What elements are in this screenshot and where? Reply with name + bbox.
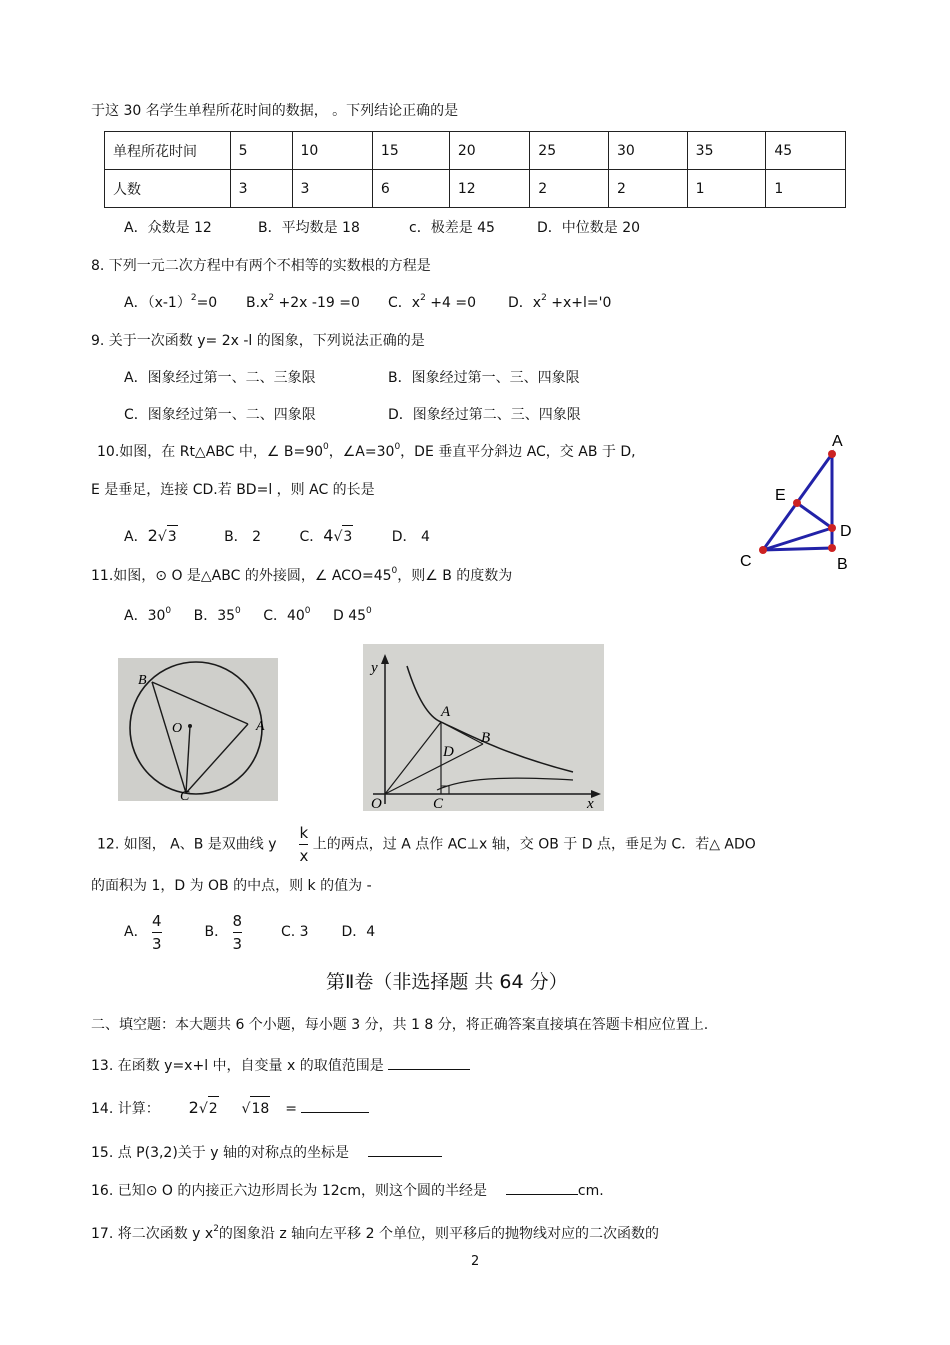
label-x: x [587, 796, 594, 811]
q15: 15. 点 P(3,2)关于 y 轴的对称点的坐标是 [91, 1142, 442, 1162]
q14: 14. 计算： 2√2 √18 = [91, 1096, 369, 1121]
table-cell: 2 [608, 170, 687, 208]
intro-text: 于这 30 名学生单程所花时间的数据， 。下列结论正确的是 [91, 103, 459, 119]
label-b: B [138, 673, 147, 688]
point-a [828, 450, 836, 458]
q12-stem: 12. 如图， A、B 是双曲线 y $\frac{k}{x}$ 上的两点，过 A 点作 AC⊥x 轴，交 OB 于 D 点，垂足为 C．若△ ADO [97, 824, 756, 865]
label-b: B [837, 556, 848, 573]
q9-option-a: A．图象经过第一、二、三象限 [124, 370, 316, 386]
fraction-k-over-x: $\frac{k}{x}$ [299, 824, 309, 865]
q12-hyperbola-figure [363, 644, 604, 811]
label-c: C [433, 796, 444, 811]
segment-ab [441, 722, 483, 744]
table-cell: 20 [449, 132, 529, 170]
answer-blank[interactable] [368, 1142, 442, 1157]
segment-cd [763, 528, 832, 550]
row-header-cell: 人数 [105, 170, 231, 208]
hyperbola-diagram [363, 644, 604, 811]
segment-ac [186, 724, 248, 793]
q12-options: A． $\frac{4}{3}$ B． $\frac{8}{3}$ C. 3 D．4 [124, 911, 376, 953]
segment-oa [385, 722, 441, 794]
q8-option-d: D．$x^2 +x+l='0$ [508, 293, 612, 311]
q10-options: A．2√3 B． 2 C．4√3 D． 4 [124, 525, 430, 548]
table-cell: 35 [687, 132, 766, 170]
label-y: y [371, 660, 378, 676]
fill-intro: 二、填空题：本大题共 6 个小题，每小题 3 分，共 1 8 分，将正确答案直接填在答题卡相应位置上. [91, 1017, 709, 1033]
label-o: O [172, 721, 183, 736]
q11-stem: 11.如图，⊙ O 是△ABC 的外接圆，∠ $ACO=45^0$，则∠ B 的度数为 [91, 566, 513, 584]
table-cell: 6 [372, 170, 449, 208]
point-b [828, 544, 836, 552]
label-d: D [443, 744, 454, 760]
q12-stem-line2: 的面积为 1，D 为 OB 的中点，则 k 的值为 - [91, 878, 372, 894]
q17: 17. 将二次函数 y $x^2$的图象沿 z 轴向左平移 2 个单位，则平移后的抛物线对应的二次函数的 [91, 1224, 659, 1242]
table-cell: 15 [372, 132, 449, 170]
table-row [105, 132, 846, 170]
q16: 16. 已知⊙ O 的内接正六边形周长为 12cm，则这个圆的半经是 cm. [91, 1180, 604, 1200]
table-cell: 10 [292, 132, 372, 170]
segment-de [797, 503, 832, 528]
table-row [105, 170, 846, 208]
section-title: 第Ⅱ卷（非选择题 共 64 分） [326, 971, 568, 993]
q7-option-b: B．平均数是 18 [258, 220, 360, 236]
q9-option-b: B．图象经过第一、三、四象限 [388, 370, 580, 386]
label-o: O [371, 796, 382, 811]
circumcircle [130, 662, 262, 794]
label-c: C [740, 553, 752, 570]
segment-bc [152, 682, 186, 793]
table-cell: 1 [687, 170, 766, 208]
label-a: A [256, 719, 265, 734]
table-cell: 30 [608, 132, 687, 170]
row-header-cell: 单程所花时间 [105, 132, 231, 170]
label-a: A [441, 704, 451, 720]
q10-stem-line2: E 是垂足，连接 CD.若 BD=l ，则 AC 的长是 [91, 482, 375, 498]
y-arrow [381, 654, 389, 664]
hyperbola-curve [407, 666, 573, 772]
table-cell: 25 [530, 132, 609, 170]
center-o [188, 724, 192, 728]
q8-option-a: A．$(x-1)^2=0$ [124, 293, 218, 311]
table-cell: 1 [766, 170, 846, 208]
q7-option-a: A．众数是 12 [124, 220, 212, 236]
table-cell: 5 [230, 132, 292, 170]
point-d [828, 524, 836, 532]
q7-option-d: D．中位数是 20 [537, 220, 641, 236]
answer-blank[interactable] [506, 1180, 578, 1195]
q11-options: A．$30^0$ B．$35^0$ C．$40^0$ D $45^0$ [124, 606, 372, 624]
q9-option-c: C．图象经过第一、二、四象限 [124, 407, 316, 423]
label-c: C [180, 789, 190, 801]
point-e [793, 499, 801, 507]
q9-stem: 9. 关于一次函数 y= 2x -l 的图象，下列说法正确的是 [91, 333, 425, 349]
circle-diagram [118, 658, 278, 801]
q11-circle-figure [118, 658, 278, 801]
table-cell: 45 [766, 132, 846, 170]
segment-ba [152, 682, 248, 724]
q8-option-b: $B.x^2 +2x$ -19 =0 [246, 293, 360, 311]
q10-triangle-figure [730, 430, 870, 575]
q10-stem: 10.如图，在 Rt△ABC 中，∠ $B=90^0$，$\angle A=30^0$，DE 垂直平分斜边 AC，交 AB 于 D, [97, 442, 636, 460]
answer-blank[interactable] [388, 1055, 470, 1070]
data-table [104, 131, 846, 208]
table-cell: 2 [530, 170, 609, 208]
q8-stem: 8. 下列一元二次方程中有两个不相等的实数根的方程是 [91, 258, 431, 274]
label-a: A [832, 433, 843, 450]
table-cell: 3 [292, 170, 372, 208]
answer-blank[interactable] [301, 1098, 369, 1113]
label-e: E [775, 487, 786, 504]
point-c [759, 546, 767, 554]
q8-option-c: C．$x^2 +4 =0$ [388, 293, 476, 311]
label-d: D [840, 523, 852, 540]
page-number: 2 [471, 1254, 480, 1269]
label-b: B [481, 730, 491, 746]
q13: 13. 在函数 y=x+l 中，自变量 x 的取值范围是 [91, 1055, 470, 1075]
table-cell: 12 [449, 170, 529, 208]
q9-option-d: D．图象经过第二、三、四象限 [388, 407, 581, 423]
segment-oc [186, 726, 190, 793]
table-cell: 3 [230, 170, 292, 208]
lower-curve [437, 778, 573, 790]
q7-option-c: c．极差是 45 [409, 220, 495, 236]
segment-ob [385, 744, 483, 794]
